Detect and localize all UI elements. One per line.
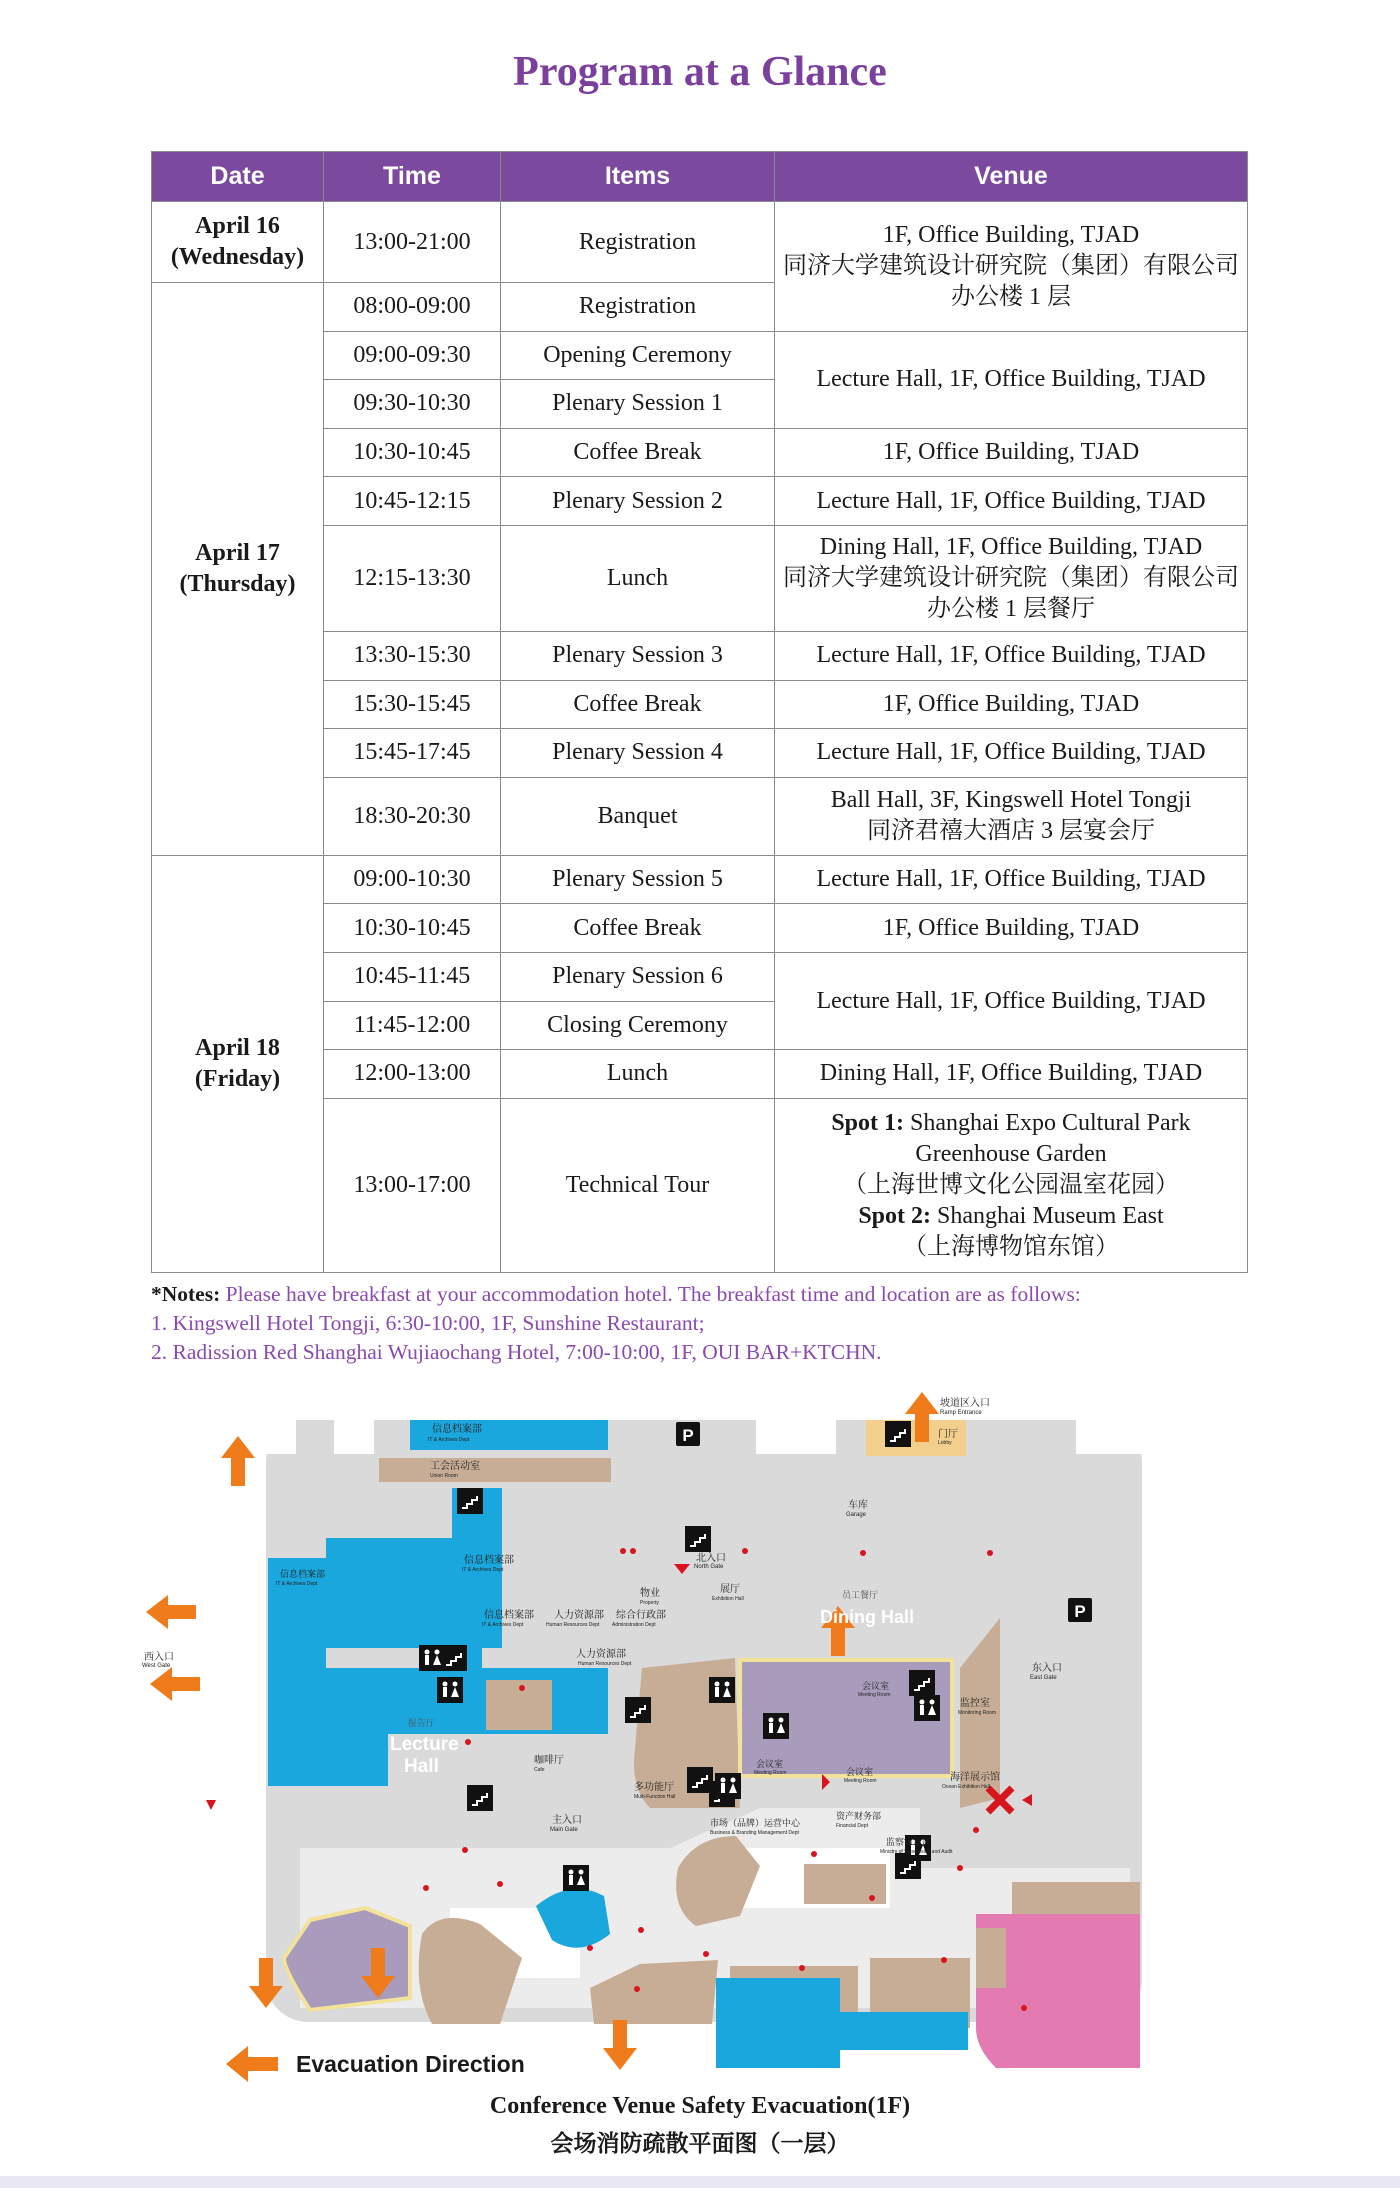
time-cell: 15:45-17:45	[324, 729, 501, 778]
svg-text:Ocean Exhibition Hall: Ocean Exhibition Hall	[942, 1784, 990, 1790]
svg-text:会议室: 会议室	[846, 1767, 874, 1777]
financial-dept	[840, 2012, 968, 2050]
stairs-icon	[625, 1697, 651, 1723]
venue-cell: 1F, Office Building, TJAD	[775, 428, 1248, 477]
svg-text:Meeting Room: Meeting Room	[754, 1770, 787, 1776]
svg-text:市场（品牌）运营中心: 市场（品牌）运营中心	[710, 1818, 801, 1828]
restroom-icon	[914, 1695, 940, 1721]
svg-text:Main Gate: Main Gate	[550, 1827, 578, 1833]
venue-cell	[775, 202, 1248, 332]
venue-line-cn: 办公楼 1 层	[951, 283, 1071, 310]
weekday-line: (Friday)	[194, 1065, 281, 1092]
item-cell: Lunch	[501, 525, 775, 631]
venue-line-cn: 办公楼 1 层餐厅	[927, 595, 1095, 622]
parking-icon	[1068, 1598, 1092, 1622]
svg-text:IT & Archives Dept: IT & Archives Dept	[276, 1581, 318, 1587]
item-cell: Coffee Break	[501, 680, 775, 729]
item-cell: Plenary Session 4	[501, 729, 775, 778]
svg-text:Ramp Entrance: Ramp Entrance	[940, 1410, 982, 1416]
venue-cell	[775, 777, 1248, 855]
time-cell: 15:30-15:45	[324, 680, 501, 729]
time-cell: 09:00-10:30	[324, 855, 501, 904]
stairs-icon	[909, 1670, 935, 1696]
venue-cell: 1F, Office Building, TJAD	[775, 680, 1248, 729]
restroom-icon	[709, 1677, 735, 1703]
venue-line	[781, 1108, 1241, 1139]
venue-cell: Dining Hall, 1F, Office Building, TJAD	[775, 1050, 1248, 1099]
svg-text:会议室: 会议室	[862, 1681, 890, 1691]
item-cell: Coffee Break	[501, 428, 775, 477]
table-row	[152, 855, 1248, 904]
restroom-icon	[763, 1713, 789, 1739]
stairs-icon	[457, 1488, 483, 1514]
weekday-line: (Thursday)	[179, 570, 296, 597]
evacuation-arrow	[221, 1436, 255, 1486]
svg-text:Administration Dept: Administration Dept	[612, 1622, 656, 1628]
legend-label: Evacuation Direction	[296, 2050, 525, 2077]
venue-line-cn: 同济君禧大酒店 3 层宴会厅	[867, 818, 1155, 845]
svg-text:West Gate: West Gate	[142, 1663, 171, 1669]
legend	[226, 2046, 525, 2082]
svg-text:多功能厅: 多功能厅	[634, 1782, 674, 1793]
venue-cell: Lecture Hall, 1F, Office Building, TJAD	[775, 477, 1248, 526]
header-date: Date	[152, 152, 324, 202]
time-cell: 09:30-10:30	[324, 380, 501, 429]
date-cell	[152, 283, 324, 856]
notes-intro	[151, 1280, 1301, 1309]
svg-text:Union Room: Union Room	[430, 1473, 458, 1479]
page-title: Program at a Glance	[513, 49, 887, 95]
monitoring-room	[1012, 1882, 1140, 1914]
market-center	[716, 1978, 840, 2068]
item-cell: Opening Ceremony	[501, 331, 775, 380]
time-cell: 09:00-09:30	[324, 331, 501, 380]
svg-text:会议室: 会议室	[756, 1759, 784, 1769]
svg-text:北入口: 北入口	[696, 1553, 726, 1564]
item-cell: Banquet	[501, 777, 775, 855]
item-cell: Plenary Session 6	[501, 952, 775, 1001]
weekday-line: (Wednesday)	[170, 244, 305, 270]
table-header-row	[152, 152, 1248, 202]
evacuation-arrow	[150, 1667, 200, 1701]
svg-text:Human Resources Dept: Human Resources Dept	[578, 1661, 632, 1667]
notes-intro-text: Please have breakfast at your accommodation hotel. The breakfast time and location are as follows:	[225, 1282, 1081, 1306]
time-cell: 10:45-12:15	[324, 477, 501, 526]
notes-line-2: 2. Radission Red Shanghai Wujiaochang Hotel, 7:00-10:00, 1F, OUI BAR+KTCHN.	[151, 1340, 882, 1364]
item-cell: Plenary Session 3	[501, 631, 775, 680]
header-time: Time	[324, 152, 501, 202]
time-cell: 10:45-11:45	[324, 952, 501, 1001]
header-items: Items	[501, 152, 775, 202]
time-cell: 10:30-10:45	[324, 904, 501, 953]
svg-text:Garage: Garage	[846, 1512, 867, 1518]
spot-name: Shanghai Expo Cultural Park	[910, 1109, 1191, 1136]
venue-cell: Lecture Hall, 1F, Office Building, TJAD	[775, 631, 1248, 680]
svg-text:Meeting Room: Meeting Room	[858, 1692, 891, 1698]
svg-text:监控室: 监控室	[960, 1698, 990, 1709]
stairs-icon	[885, 1421, 911, 1447]
svg-text:人力资源部: 人力资源部	[576, 1649, 626, 1660]
svg-text:Hall: Hall	[404, 1756, 439, 1777]
svg-text:Lobby: Lobby	[938, 1440, 952, 1446]
parking-icon	[676, 1422, 700, 1446]
map-caption-en: Conference Venue Safety Evacuation(1F)	[489, 2093, 911, 2119]
time-cell: 13:30-15:30	[324, 631, 501, 680]
svg-text:门厅: 门厅	[938, 1429, 958, 1440]
venue-line: Ball Hall, 3F, Kingswell Hotel Tongji	[830, 787, 1192, 814]
svg-text:资产财务部: 资产财务部	[836, 1811, 882, 1821]
table-row	[152, 202, 1248, 283]
stairs-icon	[467, 1785, 493, 1811]
venue-cell: Lecture Hall, 1F, Office Building, TJAD	[775, 331, 1248, 428]
svg-text:海洋展示馆: 海洋展示馆	[950, 1772, 1000, 1783]
date-line: April 18	[195, 1034, 280, 1061]
svg-text:Business & Branding Management: Business & Branding Management Dept	[710, 1830, 799, 1836]
evacuation-arrow-icon	[226, 2046, 278, 2082]
venue-line-cn: 同济大学建筑设计研究院（集团）有限公司	[783, 252, 1239, 279]
evacuation-arrow	[146, 1595, 196, 1629]
svg-text:Financial Dept: Financial Dept	[836, 1823, 868, 1829]
venue-line: 1F, Office Building, TJAD	[882, 221, 1140, 248]
svg-text:Lecture: Lecture	[390, 1734, 459, 1755]
stairs-icon	[685, 1526, 711, 1552]
svg-text:Dining Hall: Dining Hall	[820, 1607, 914, 1627]
restroom-icon	[715, 1773, 741, 1799]
svg-text:物业: 物业	[640, 1588, 660, 1599]
svg-text:Ministry of Supervision and Au: Ministry of Supervision and Audit	[880, 1849, 953, 1855]
venue-line-cn: 同济大学建筑设计研究院（集团）有限公司	[783, 564, 1239, 591]
svg-text:主入口: 主入口	[552, 1815, 582, 1826]
map-caption-cn: 会场消防疏散平面图（一层）	[550, 2131, 850, 2157]
svg-text:信息档案部: 信息档案部	[280, 1569, 326, 1579]
floor-plan: P 信息档案部 IT & Archives Dept 工会活动室 Union Room 坡道区入口 Ramp Entrance 门厅 Lobby 车库 Garage 北入口 North Gate 信息档案部 IT & Archives Dept 信息档案部 IT & Archives Dept 物业 Property 信息档案部 IT & Archives Dept 人力资源部 Human Resources Dept 综合行政部 Administration Dept 展厅 Exhibition Hall 员工餐厅 Dining Hall 西入口 West Gate 人力资源部 Human Resources Dept 东入口 East Gate 会议室 Meeting Room 监控室 Monitoring Room 报告厅 Lecture Hall 咖啡厅 Cafe 会议室 Meeting Room 会议室 Meeting Room 海洋展示馆 Ocean Exhibition Hall 多功能厅 Multi-Function Hall 主入口 Main Gate 市场（品牌）运营中心 Business & Branding Management Dept 资产财务部 Financial Dept 监察审计部 Ministry of Supervision and Audit	[200, 1368, 1200, 2048]
svg-text:IT & Archives Dept: IT & Archives Dept	[428, 1437, 470, 1443]
svg-text:IT & Archives Dept: IT & Archives Dept	[482, 1622, 524, 1628]
svg-text:North Gate: North Gate	[694, 1564, 724, 1570]
bottom-band	[0, 2176, 1400, 2188]
item-cell: Plenary Session 2	[501, 477, 775, 526]
date-line: April 17	[195, 539, 280, 566]
svg-text:咖啡厅: 咖啡厅	[534, 1755, 564, 1766]
svg-text:展厅: 展厅	[720, 1584, 740, 1595]
item-cell: Registration	[501, 283, 775, 332]
time-cell: 18:30-20:30	[324, 777, 501, 855]
header-venue: Venue	[775, 152, 1248, 202]
item-cell: Plenary Session 1	[501, 380, 775, 429]
item-cell: Coffee Break	[501, 904, 775, 953]
svg-text:Cafe: Cafe	[534, 1767, 545, 1773]
svg-text:信息档案部: 信息档案部	[464, 1555, 514, 1566]
venue-cell: Lecture Hall, 1F, Office Building, TJAD	[775, 952, 1248, 1049]
venue-line: Dining Hall, 1F, Office Building, TJAD	[819, 533, 1203, 560]
union-room	[379, 1458, 611, 1482]
restroom-icon	[563, 1865, 589, 1891]
spot-name: Shanghai Museum East	[937, 1202, 1164, 1229]
venue-cell	[775, 525, 1248, 631]
svg-text:Human Resources Dept: Human Resources Dept	[546, 1622, 600, 1628]
time-cell: 08:00-09:00	[324, 283, 501, 332]
notes-label: *Notes:	[151, 1282, 221, 1306]
svg-text:综合行政部: 综合行政部	[616, 1610, 666, 1621]
svg-text:Monitoring Room: Monitoring Room	[958, 1710, 997, 1716]
svg-text:Meeting Room: Meeting Room	[844, 1778, 877, 1784]
evacuation-arrow	[603, 2020, 637, 2070]
venue-cell: Lecture Hall, 1F, Office Building, TJAD	[775, 855, 1248, 904]
date-cell	[152, 202, 324, 283]
svg-text:报告厅: 报告厅	[408, 1718, 436, 1728]
svg-text:East Gate: East Gate	[1030, 1675, 1057, 1681]
svg-text:东入口: 东入口	[1032, 1663, 1062, 1674]
spot-label: Spot 1:	[831, 1109, 905, 1136]
item-cell: Closing Ceremony	[501, 1001, 775, 1050]
item-cell: Technical Tour	[501, 1098, 775, 1272]
venue-line-cn: （上海博物馆东馆）	[903, 1233, 1119, 1260]
item-cell: Lunch	[501, 1050, 775, 1099]
svg-text:工会活动室: 工会活动室	[430, 1461, 480, 1472]
svg-text:车库: 车库	[848, 1500, 868, 1511]
svg-text:西入口: 西入口	[144, 1652, 174, 1663]
svg-text:Multi-Function Hall: Multi-Function Hall	[634, 1794, 676, 1800]
time-cell: 13:00-21:00	[324, 202, 501, 283]
notes	[151, 1280, 1301, 1367]
program-table	[151, 151, 1248, 1273]
spot-label: Spot 2:	[858, 1202, 932, 1229]
time-cell: 13:00-17:00	[324, 1098, 501, 1272]
svg-text:监察审计部: 监察审计部	[886, 1837, 932, 1847]
item-cell: Plenary Session 5	[501, 855, 775, 904]
restroom-icon	[437, 1677, 463, 1703]
venue-cell	[775, 1098, 1248, 1272]
time-cell: 12:15-13:30	[324, 525, 501, 631]
date-line: April 16	[195, 213, 280, 239]
item-cell: Registration	[501, 202, 775, 283]
svg-text:坡道区入口: 坡道区入口	[940, 1398, 990, 1409]
venue-cell: 1F, Office Building, TJAD	[775, 904, 1248, 953]
time-cell: 12:00-13:00	[324, 1050, 501, 1099]
time-cell: 10:30-10:45	[324, 428, 501, 477]
time-cell: 11:45-12:00	[324, 1001, 501, 1050]
svg-text:Exhibition Hall: Exhibition Hall	[712, 1596, 744, 1602]
venue-cell: Lecture Hall, 1F, Office Building, TJAD	[775, 729, 1248, 778]
property	[486, 1680, 552, 1730]
restroom-icon	[419, 1645, 445, 1671]
notes-line-1: 1. Kingswell Hotel Tongji, 6:30-10:00, 1F, Sunshine Restaurant;	[151, 1311, 705, 1335]
venue-line: Greenhouse Garden	[915, 1140, 1107, 1167]
date-cell	[152, 855, 324, 1272]
svg-text:信息档案部: 信息档案部	[432, 1424, 482, 1435]
venue-line	[781, 1201, 1241, 1232]
svg-text:Property: Property	[640, 1600, 659, 1606]
venue-line-cn: （上海世博文化公园温室花园）	[843, 1171, 1179, 1198]
svg-text:人力资源部: 人力资源部	[554, 1610, 604, 1621]
svg-text:IT & Archives Dept: IT & Archives Dept	[462, 1567, 504, 1573]
svg-text:信息档案部: 信息档案部	[484, 1610, 534, 1621]
svg-text:员工餐厅: 员工餐厅	[842, 1590, 879, 1600]
